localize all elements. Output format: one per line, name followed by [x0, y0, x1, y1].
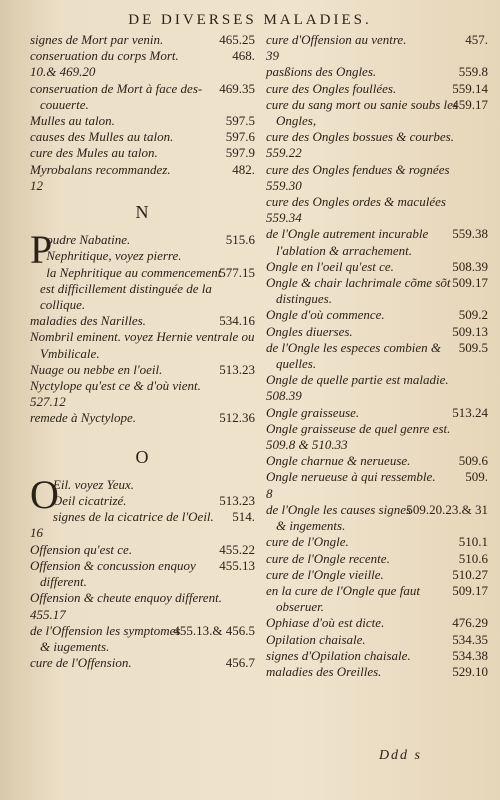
entry-text: 508.39 [266, 388, 302, 404]
index-entry [30, 623, 255, 655]
page-reference: 513.24 [452, 404, 488, 420]
page-reference: 509.2 [458, 307, 488, 323]
index-entry [30, 64, 255, 80]
entry-text: cure des Mules au talon. [30, 145, 158, 161]
index-entry [30, 477, 255, 493]
index-entry [266, 178, 488, 194]
page-reference: 510.27 [452, 566, 488, 582]
index-entry [266, 534, 488, 550]
page-reference: 529.10 [452, 663, 488, 679]
index-entry [266, 567, 488, 583]
entry-text: pasßions des Ongles. [266, 64, 377, 80]
entry-text: de l'Ongle autrement incurable l'ablation & arrachement. [266, 226, 429, 258]
index-entry [266, 405, 488, 421]
page-reference: 509.17 [452, 582, 488, 598]
index-entry [266, 162, 488, 178]
index-entry [266, 648, 488, 664]
page-reference: 482. [232, 161, 255, 177]
index-entry [266, 226, 488, 258]
running-head: DE DIVERSES MALADIES. [128, 12, 372, 28]
entry-text: Opilation chaisale. [266, 631, 366, 647]
page-reference: 513.23 [219, 361, 255, 377]
entry-text: cure d'Offension au ventre. [266, 32, 407, 47]
entry-text: la Nephritique au commencement est difficillement distinguée de la collique. [40, 264, 222, 313]
entry-text: de l'Offension les symptomes & iugements. [30, 622, 181, 654]
index-entry [30, 509, 255, 525]
section-letter: N [135, 202, 150, 223]
page-reference: 455.22 [219, 541, 255, 557]
page-reference: 510.1 [458, 534, 488, 550]
entry-text: Eil. voyez Yeux. [52, 476, 135, 492]
index-entry [30, 590, 255, 606]
entry-text: cure de l'Ongle recente. [266, 550, 390, 566]
page-reference: 508.39 [452, 258, 488, 274]
entry-text: Offension & cheute enquoy different. [30, 590, 222, 606]
index-entry [266, 48, 488, 64]
page-reference: 455.13 [219, 557, 255, 573]
page-reference: 509. [465, 469, 488, 485]
index-entry [30, 313, 255, 329]
index-entry [266, 372, 488, 388]
index-entry [266, 551, 488, 567]
page-reference: 459.17 [452, 96, 488, 112]
entry-text: Nuage ou nebbe en l'oeil. [30, 361, 163, 377]
entry-text: 527.12 [30, 394, 66, 410]
entry-text: Ongles diuerses. [266, 323, 353, 339]
page-reference: 534.16 [219, 313, 255, 329]
index-entry [266, 502, 488, 534]
index-entry [30, 113, 255, 129]
entry-text: maladies des Oreilles. [266, 663, 382, 679]
index-entry [266, 307, 488, 323]
page-reference: 597.9 [225, 145, 255, 161]
index-entry [266, 194, 488, 210]
page-reference: 515.6 [225, 232, 255, 248]
index-entry [266, 97, 488, 129]
entry-text: conseruation de Mort à face des-couuerte. [30, 80, 203, 112]
index-entry [266, 259, 488, 275]
entry-text: Ongle en l'oeil qu'est ce. [266, 258, 394, 274]
entry-text: remede à Nyctylope. [30, 410, 136, 426]
entry-text: 16 [30, 525, 43, 541]
index-entry [30, 329, 255, 361]
page-reference: 513.23 [219, 493, 255, 509]
index-entry [266, 275, 488, 307]
catchword: Ddd s [378, 748, 422, 763]
entry-text: causes des Mulles au talon. [30, 129, 174, 145]
page-reference: 509.17 [452, 275, 488, 291]
entry-text: maladies des Narilles. [30, 313, 146, 329]
entry-text: Ongle nerueuse à qui ressemble. [266, 469, 436, 485]
page-reference: 469.35 [219, 80, 255, 96]
entry-text: cure des Ongles ordes & maculées [266, 194, 446, 210]
entry-text: signes de la cicatrice de l'Oeil. [52, 509, 214, 525]
index-entry [266, 32, 488, 48]
index-entry [266, 129, 488, 145]
entry-text: 10.& 469.20 [30, 64, 96, 80]
entry-text: 39 [266, 48, 279, 64]
entry-text: cure du sang mort ou sanie soubs les Ongles, [266, 96, 458, 129]
index-entry [30, 48, 255, 64]
entry-text: Nephritique, voyez pierre. [46, 248, 182, 264]
page-reference: 509.20.23.& 31 [406, 501, 488, 517]
page-reference: 476.29 [452, 615, 488, 631]
page-reference: 597.5 [225, 113, 255, 129]
entry-text: 455.17 [30, 606, 66, 622]
entry-text: 559.22 [266, 145, 302, 161]
entry-text: Ongle charnue & nerueuse. [266, 453, 411, 469]
index-entry [266, 583, 488, 615]
entry-text: Ongle d'où commence. [266, 307, 385, 323]
entry-text: signes d'Opilation chaisale. [266, 647, 411, 663]
entry-text: signes de Mort par venin. [30, 32, 164, 47]
entry-text: Offension & concussion enquoy different. [30, 557, 196, 590]
entry-text: 8 [266, 485, 273, 501]
index-entry [30, 162, 255, 178]
page-reference: 455.13.& 456.5 [173, 622, 255, 638]
entry-text: Ongle graisseuse. [266, 404, 360, 420]
index-entry [30, 129, 255, 145]
index-entry [30, 81, 255, 113]
entry-text: conseruation du corps Mort. [30, 48, 179, 64]
page-reference: 534.38 [452, 647, 488, 663]
page-reference: 468. [232, 48, 255, 64]
entry-text: de l'Ongle les causes signes & ingements. [266, 501, 412, 534]
page-reference: 559.8 [458, 64, 488, 80]
entry-text: cure des Ongles bossues & courbes. [266, 129, 454, 145]
index-entry [266, 469, 488, 485]
index-entry [30, 362, 255, 378]
page-reference: 465.25 [219, 32, 255, 47]
index-entry [30, 394, 255, 410]
page-reference: 559.38 [452, 226, 488, 242]
index-entry [266, 486, 488, 502]
page-reference: 512.36 [219, 410, 255, 426]
page-reference: 510.6 [458, 550, 488, 566]
index-entry [266, 388, 488, 404]
index-entry [30, 265, 255, 314]
entry-text: Ophiase d'où est dicte. [266, 615, 385, 631]
page-reference: 597.6 [225, 129, 255, 145]
index-entry [266, 421, 488, 437]
entry-text: 12 [30, 177, 43, 193]
entry-text: 509.8 & 510.33 [266, 437, 348, 453]
index-entry [266, 324, 488, 340]
drop-capital: P [30, 227, 53, 273]
index-entry [30, 525, 255, 541]
entry-text: cure des Ongles foullées. [266, 80, 397, 96]
entry-text: Oeil cicatrizé. [52, 493, 127, 509]
page-reference: 509.13 [452, 323, 488, 339]
index-entry [30, 607, 255, 623]
index-entry [266, 64, 488, 80]
entry-text: Nombril eminent. voyez Hernie ventrale ou Vmbilicale. [30, 329, 255, 361]
index-entry [30, 410, 255, 426]
entry-text: en la cure de l'Ongle que faut obseruer. [266, 582, 420, 615]
index-entry [266, 632, 488, 648]
page-reference: 457. [465, 32, 488, 47]
index-entry [30, 378, 255, 394]
page-reference: 577.15 [219, 264, 255, 280]
index-entry [266, 145, 488, 161]
entry-text: Ongle & chair lachrimale cõme sõt distingues. [266, 275, 451, 307]
entry-text: cure des Ongles fendues & rognées [266, 161, 450, 177]
index-entry [30, 493, 255, 509]
page-reference: 559.14 [452, 80, 488, 96]
index-entry [30, 558, 255, 590]
entry-text: 559.30 [266, 177, 302, 193]
entry-text: Ongle de quelle partie est maladie. [266, 372, 449, 388]
drop-capital: O [30, 471, 59, 517]
index-entry [266, 210, 488, 226]
entry-text: Ongle graisseuse de quel genre est. [266, 420, 451, 436]
entry-text: oudre Nabatine. [46, 232, 131, 248]
entry-text: Mulles au talon. [30, 113, 115, 129]
index-entry [266, 437, 488, 453]
section-letter: O [135, 446, 150, 467]
right-column [266, 32, 488, 680]
entry-text: cure de l'Offension. [30, 655, 132, 671]
page-reference: 509.5 [458, 339, 488, 355]
page-reference: 509.6 [458, 453, 488, 469]
page-reference: 514. [232, 509, 255, 525]
entry-text: Nyctylope qu'est ce & d'où vient. [30, 378, 201, 394]
entry-text: Offension qu'est ce. [30, 541, 133, 557]
left-column [30, 32, 255, 671]
index-entry [30, 542, 255, 558]
page-reference: 534.35 [452, 631, 488, 647]
entry-text: cure de l'Ongle. [266, 534, 349, 550]
index-entry [266, 81, 488, 97]
index-entry [30, 232, 255, 248]
index-entry [266, 453, 488, 469]
index-entry [30, 178, 255, 194]
entry-text: Myrobalans recommandez. [30, 161, 171, 177]
entry-text: 559.34 [266, 210, 302, 226]
index-entry [266, 664, 488, 680]
entry-text: de l'Ongle les especes combien & quelles. [266, 339, 441, 372]
index-entry [266, 340, 488, 372]
page-reference: 456.7 [225, 655, 255, 671]
index-entry [30, 248, 255, 264]
index-entry [30, 655, 255, 671]
entry-text: cure de l'Ongle vieille. [266, 566, 384, 582]
index-entry [266, 615, 488, 631]
index-entry [30, 32, 255, 48]
index-entry [30, 145, 255, 161]
